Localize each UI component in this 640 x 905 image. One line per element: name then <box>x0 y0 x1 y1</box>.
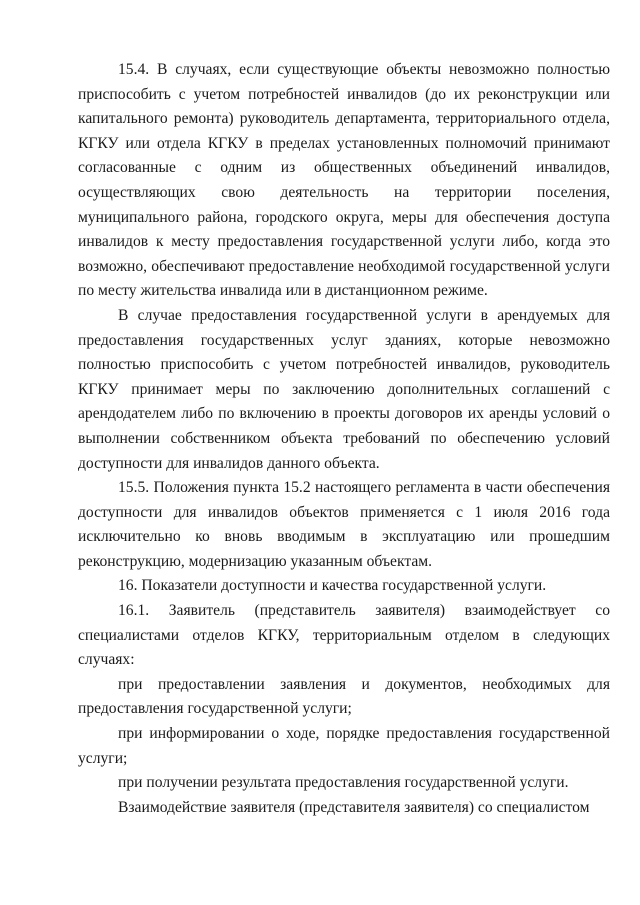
paragraph-15-5: 15.5. Положения пункта 15.2 настоящего регламента в части обеспечения доступности для инвалидов объектов применяется с 1 июля 2016 года исключительно ко вновь вводимым в эксплуатацию или прошедшим реконструкцию, модернизацию указанным объектам. <box>78 479 610 570</box>
paragraph-16-1: 16.1. Заявитель (представитель заявителя) взаимодействует со специалистами отделов КГКУ, территориальным отделом в следующих случаях: <box>78 602 610 669</box>
list-item-informing: при информировании о ходе, порядке предоставления государственной услуги; <box>78 725 610 767</box>
paragraph-16-heading: 16. Показатели доступности и качества государственной услуги. <box>118 577 547 595</box>
list-item-submission: при предоставлении заявления и документов, необходимых для предоставления государственной услуги; <box>78 675 610 718</box>
paragraph-rented-buildings: В случае предоставления государственной услуги в арендуемых для предоставления государственных услуг зданиях, которые невозможно полностью приспособить с учетом потребностей инвалидов, руководитель КГКУ принимает меры по заключению дополнительных соглашений с арендодателем либо по включению в проекты договоров их аренды условий о выполнении собственником объекта требований по обеспечению условий доступности для инвалидов данного объекта. <box>78 306 610 472</box>
list-item-result: при получении результата предоставления государственной услуги. <box>118 774 569 792</box>
document-body <box>78 58 610 820</box>
paragraph-interaction: Взаимодействие заявителя (представителя заявителя) со специалистом <box>118 798 590 816</box>
paragraph-15-4: 15.4. В случаях, если существующие объекты невозможно полностью приспособить с учетом потребностей инвалидов (до их реконструкции или капитального ремонта) руководитель департамента, территориального отдела, КГКУ или отдела КГКУ в пределах установленных полномочий принимают согласованные с одним из общественных объединений инвалидов, осуществляющих свою деятельность на территории поселения, муниципального района, городского округа, меры для обеспечения доступа инвалидов к месту предоставления государственной услуги либо, когда это возможно, обеспечивают предоставление необходимой государственной услуги по месту жительства инвалида или в дистанционном режиме. <box>78 61 610 300</box>
